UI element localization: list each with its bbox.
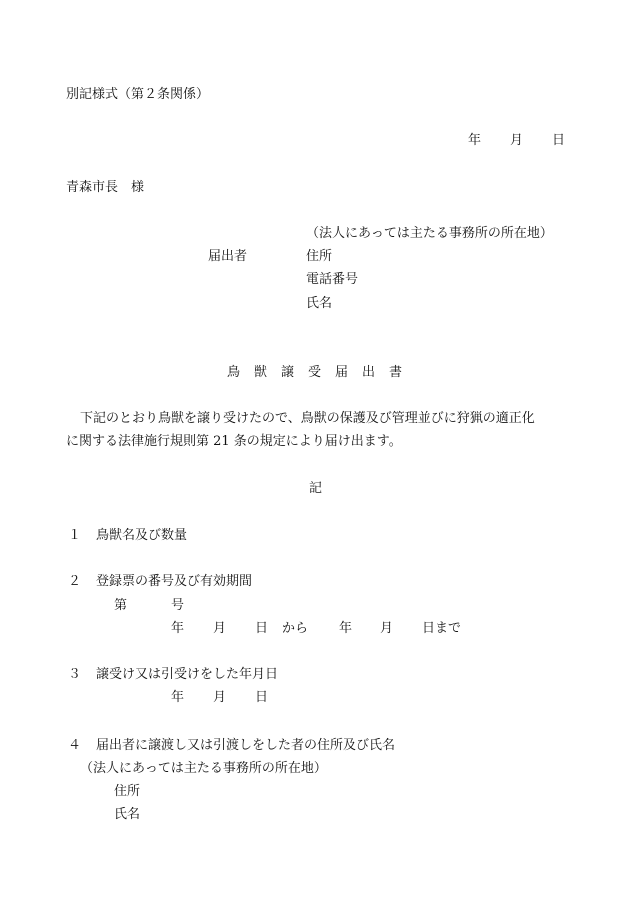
item-2-day-1: 日 xyxy=(255,621,269,636)
item-2-go: 号 xyxy=(171,598,185,613)
document-title: 鳥 獣 譲 受 届 出 書 xyxy=(227,365,403,380)
item-3-number: ３ xyxy=(68,667,82,682)
item-2-from: から xyxy=(282,621,309,636)
item-3-year: 年 xyxy=(171,690,185,705)
notifier-address: 住所 xyxy=(306,249,333,264)
form-label: 別記様式（第２条関係） xyxy=(66,87,210,102)
item-2-year-2: 年 xyxy=(339,621,353,636)
notifier-name: 氏名 xyxy=(306,296,333,311)
item-3-day: 日 xyxy=(255,690,269,705)
item-3-month: 月 xyxy=(213,690,227,705)
addressee: 青森市長 様 xyxy=(66,180,145,195)
item-2-month-2: 月 xyxy=(380,621,394,636)
item-2-month-1: 月 xyxy=(213,621,227,636)
item-2-year-1: 年 xyxy=(171,621,185,636)
body-line-2: に関する法律施行規則第 21 条の規定により届け出ます。 xyxy=(66,434,402,449)
notifier-corp-note: （法人にあっては主たる事務所の所在地） xyxy=(306,226,553,241)
item-4-number: ４ xyxy=(68,738,82,753)
date-day: 日 xyxy=(552,133,566,148)
item-3-label: 譲受け又は引受けをした年月日 xyxy=(96,667,279,682)
item-2-label: 登録票の番号及び有効期間 xyxy=(96,574,253,589)
item-4-address: 住所 xyxy=(114,784,141,799)
item-4-corp-note: （法人にあっては主たる事務所の所在地） xyxy=(80,761,327,776)
item-1-label: 鳥獣名及び数量 xyxy=(96,528,188,543)
notifier-phone: 電話番号 xyxy=(306,272,359,287)
item-1-number: １ xyxy=(68,528,82,543)
ki-heading: 記 xyxy=(309,481,323,496)
date-month: 月 xyxy=(510,133,524,148)
item-2-day-2: 日まで xyxy=(422,621,462,636)
date-year: 年 xyxy=(468,133,482,148)
item-4-label: 届出者に譲渡し又は引渡しをした者の住所及び氏名 xyxy=(96,738,396,753)
item-2-number: ２ xyxy=(68,574,82,589)
item-2-dai: 第 xyxy=(114,598,128,613)
notifier-label: 届出者 xyxy=(208,249,248,264)
item-4-name: 氏名 xyxy=(114,807,141,822)
body-line-1: 下記のとおり鳥獣を譲り受けたので、鳥獣の保護及び管理並びに狩猟の適正化 xyxy=(80,411,535,426)
